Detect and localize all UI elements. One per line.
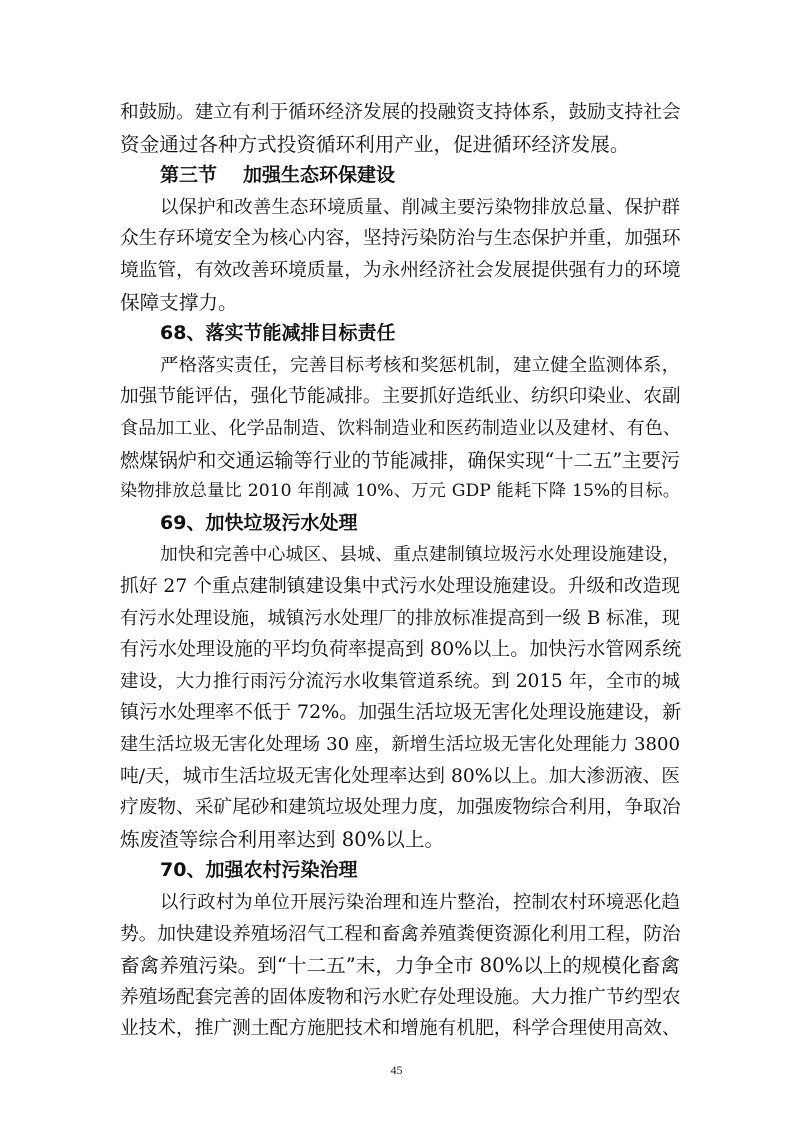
body-line: 养殖场配套完善的固体废物和污水贮存处理设施。大力推广节约型农 [120,986,681,1008]
section-heading [160,160,720,192]
body-line: 严格落实责任，完善目标考核和奖惩机制，建立健全监测体系， [160,354,680,376]
item-heading-68: 68、落实节能减排目标责任 [160,322,396,345]
body-line: 势。加快建设养殖场沼气工程和畜禽养殖粪便资源化利用工程，防治 [120,923,681,945]
body-line: 抓好 27 个重点建制镇建设集中式污水处理设施建设。升级和改造现 [120,576,680,597]
section-number: 第三节 [160,164,218,187]
body-line: 炼废渣等综合利用率达到 80%以上。 [120,827,445,851]
body-line: 加快和完善中心城区、县城、重点建制镇垃圾污水处理设施建设， [160,544,680,566]
body-line: 境监管，有效改善环境质量，为永州经济社会发展提供强有力的环境 [120,260,681,281]
body-line: 以保护和改善生态环境质量、削减主要污染物排放总量、保护群 [160,196,680,218]
body-line: 和鼓励。建立有利于循环经济发展的投融资支持体系，鼓励支持社会 [120,102,681,123]
item-heading-69: 69、加快垃圾污水处理 [160,511,358,534]
item-heading-70: 70、加强农村污染治理 [160,859,358,882]
body-line: 众生存环境安全为核心内容，坚持污染防治与生态保护并重，加强环 [120,228,681,250]
body-line: 资金通过各种方式投资循环利用产业，促进循环经济发展。 [120,132,630,156]
body-line: 疗废物、采矿尾砂和建筑垃圾处理力度，加强废物综合利用，争取冶 [120,797,681,819]
body-line: 建生活垃圾无害化处理场 30 座，新增生活垃圾无害化处理能力 3800 [120,734,680,755]
body-line: 镇污水处理率不低于 72%。加强生活垃圾无害化处理设施建设，新 [120,701,682,724]
page-number: 45 [390,1063,403,1077]
body-line: 建设，大力推行雨污分流污水收集管道系统。到 2015 年，全市的城 [120,670,680,692]
body-line: 保障支撑力。 [120,290,238,314]
section-title: 加强生态环保建设 [243,164,396,187]
body-line: 以行政村为单位开展污染治理和连片整治，控制农村环境恶化趋 [160,892,680,913]
body-line: 加强节能评估，强化节能减排。主要抓好造纸业、纺织印染业、农副 [120,386,681,408]
body-line: 业技术，推广测土配方施肥技术和增施有机肥，科学合理使用高效、 [120,1018,681,1040]
body-line: 吨/天，城市生活垃圾无害化处理率达到 80%以上。加大渗沥液、医 [120,765,680,787]
body-line: 燃煤锅炉和交通运输等行业的节能减排，确保实现“十二五”主要污 [120,448,680,472]
body-line: 畜禽养殖污染。到“十二五”末，力争全市 80%以上的规模化畜禽 [120,954,680,978]
body-line: 染物排放总量比 2010 年削减 10%、万元 GDP 能耗下降 15%的目标。 [120,481,680,502]
body-line: 有污水处理设施的平均负荷率提高到 80%以上。加快污水管网系统 [120,638,682,661]
body-line: 食品加工业、化学品制造、饮料制造业和医药制造业以及建材、有色、 [120,418,681,439]
body-line: 有污水处理设施，城镇污水处理厂的排放标准提高到一级 B 标准，现 [120,607,680,629]
